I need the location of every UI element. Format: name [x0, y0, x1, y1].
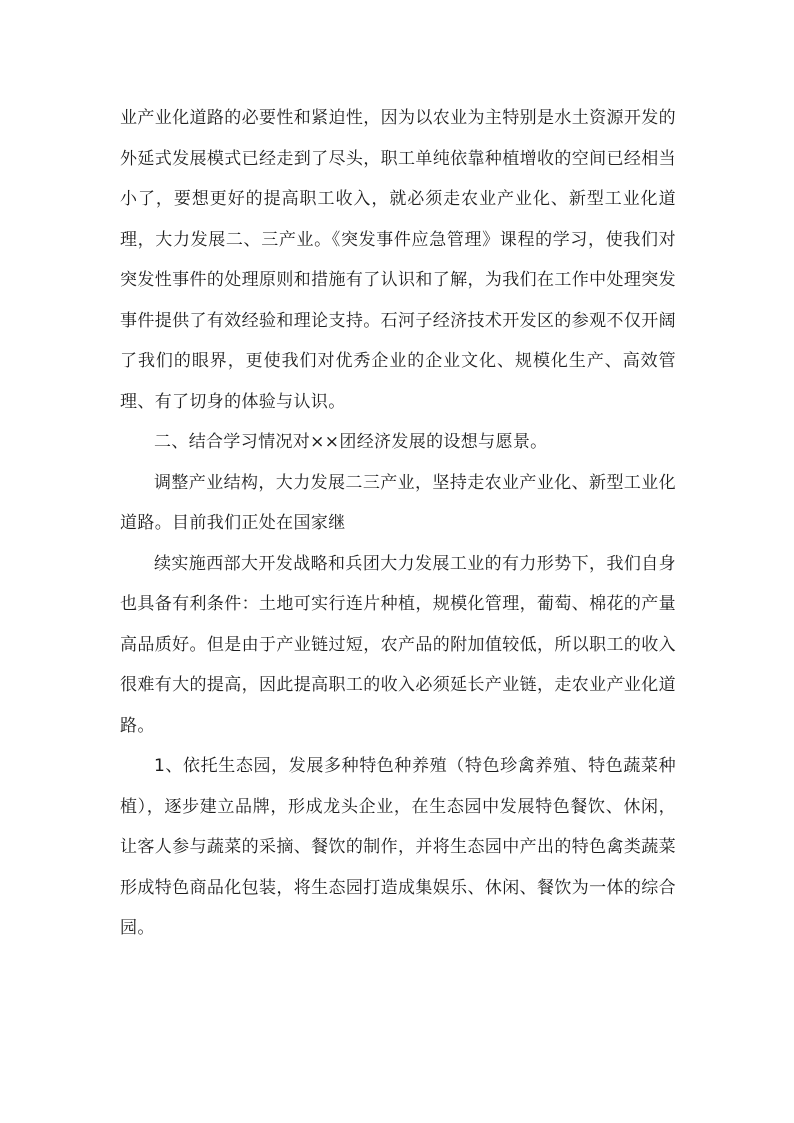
paragraph-eco-park: 1、依托生态园，发展多种特色种养殖（特色珍禽养殖、特色蔬菜种植），逐步建立品牌，形成龙头企业，在生态园中发展特色餐饮、休闲，让客人参与蔬菜的采摘、餐饮的制作，并将生态园中产出的特色禽类蔬菜形成特色商品化包装，将生态园打造成集娱乐、休闲、餐饮为一体的综合园。 — [120, 756, 676, 938]
section-heading-two: 二、结合学习情况对××团经济发展的设想与愿景。 — [154, 432, 548, 452]
paragraph-continuation: 业产业化道路的必要性和紧迫性，因为以农业为主特别是水土资源开发的外延式发展模式已经走到了尽头，职工单纯依靠种植增收的空间已经相当小了，要想更好的提高职工收入，就必须走农业产业化、新型工业化道理，大力发展二、三产业。《突发事件应急管理》课程的学习，使我们对突发性事件的处理原则和措施有了认识和了解，为我们在工作中处理突发事件提供了有效经验和理论支持。石河子经济技术开发区的参观不仅开阔了我们的眼界，更使我们对优秀企业的企业文化、规模化生产、高效管理、有了切身的体验与认识。 — [120, 108, 676, 412]
document-body — [120, 98, 676, 949]
paragraph-industry-structure: 调整产业结构，大力发展二三产业，坚持走农业产业化、新型工业化道路。目前我们正处在国家继 — [120, 472, 676, 533]
paragraph-western-development: 续实施西部大开发战略和兵团大力发展工业的有力形势下，我们自身也具备有利条件：土地可实行连片种植，规模化管理，葡萄、棉花的产量高品质好。但是由于产业链过短，农产品的附加值较低，所以职工的收入很难有大的提高，因此提高职工的收入必须延长产业链，走农业产业化道路。 — [120, 553, 676, 736]
